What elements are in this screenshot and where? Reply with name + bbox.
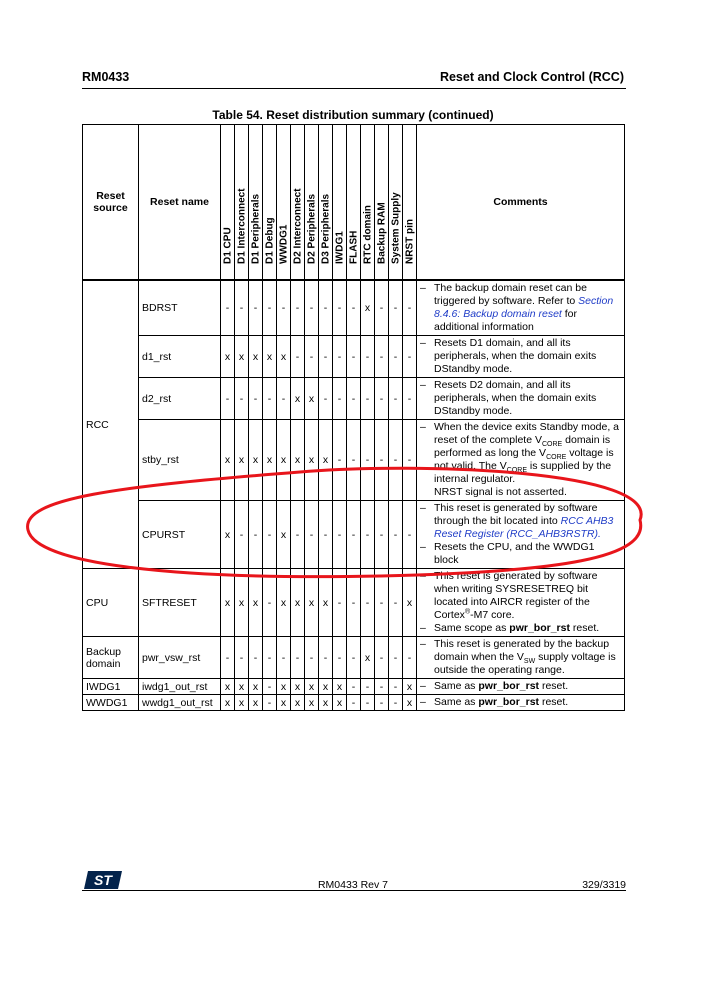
domain-mark: - bbox=[319, 336, 333, 378]
comment-cell: – This reset is generated by software through the bit located into RCC AHB3 Reset Register (RCC_AHB3RSTR). – Resets the CPU, and the WWDG1 block bbox=[417, 501, 625, 569]
doc-revision: RM0433 Rev 7 bbox=[317, 879, 389, 891]
domain-mark: - bbox=[333, 501, 347, 569]
domain-mark: - bbox=[221, 280, 235, 336]
domain-mark: x bbox=[221, 501, 235, 569]
domain-mark: - bbox=[361, 679, 375, 695]
domain-mark: - bbox=[249, 637, 263, 679]
table-row bbox=[83, 378, 625, 420]
domain-mark: - bbox=[347, 280, 361, 336]
domain-mark: x bbox=[277, 569, 291, 637]
domain-mark: - bbox=[249, 280, 263, 336]
domain-mark: x bbox=[235, 695, 249, 711]
table-row bbox=[83, 679, 625, 695]
domain-mark: - bbox=[263, 569, 277, 637]
domain-mark: x bbox=[305, 378, 319, 420]
col-domain: D2 Peripherals bbox=[305, 125, 319, 281]
domain-mark: - bbox=[347, 569, 361, 637]
domain-mark: x bbox=[277, 695, 291, 711]
domain-mark: x bbox=[249, 695, 263, 711]
domain-mark: x bbox=[249, 569, 263, 637]
domain-mark: - bbox=[319, 378, 333, 420]
domain-mark: x bbox=[291, 420, 305, 501]
domain-mark: - bbox=[361, 569, 375, 637]
domain-mark: x bbox=[291, 695, 305, 711]
domain-mark: x bbox=[277, 501, 291, 569]
domain-mark: x bbox=[305, 679, 319, 695]
domain-mark: - bbox=[347, 679, 361, 695]
domain-mark: - bbox=[389, 637, 403, 679]
domain-mark: x bbox=[221, 569, 235, 637]
domain-mark: x bbox=[333, 679, 347, 695]
reset-name: d2_rst bbox=[139, 378, 221, 420]
domain-mark: - bbox=[305, 336, 319, 378]
col-domain: Backup RAM bbox=[375, 125, 389, 281]
comment-cell: – This reset is generated by the backup domain when the $V_{SW}$ supply voltage is outside the operating range. bbox=[417, 637, 625, 679]
domain-mark: - bbox=[375, 679, 389, 695]
domain-mark: x bbox=[305, 420, 319, 501]
register-link[interactable]: RCC AHB3 Reset Register (RCC_AHB3RSTR). bbox=[434, 515, 614, 540]
col-comments: Comments bbox=[417, 125, 625, 281]
domain-mark: - bbox=[347, 695, 361, 711]
domain-mark: - bbox=[319, 280, 333, 336]
col-domain: D1 CPU bbox=[221, 125, 235, 281]
svg-text:ST: ST bbox=[94, 872, 112, 888]
group-iwdg: IWDG1 bbox=[83, 679, 139, 695]
table-row bbox=[83, 336, 625, 378]
domain-mark: - bbox=[291, 336, 305, 378]
table-row bbox=[83, 569, 625, 637]
domain-mark: - bbox=[263, 280, 277, 336]
col-domain: D1 Peripherals bbox=[249, 125, 263, 281]
domain-mark: x bbox=[361, 637, 375, 679]
col-reset-source: Reset source bbox=[83, 125, 139, 281]
domain-mark: - bbox=[333, 280, 347, 336]
domain-mark: x bbox=[291, 378, 305, 420]
comment-cell: – Same as pwr_bor_rst reset. bbox=[417, 695, 625, 711]
col-domain: WWDG1 bbox=[277, 125, 291, 281]
section-title: Reset and Clock Control (RCC) bbox=[439, 70, 624, 84]
domain-mark: x bbox=[221, 420, 235, 501]
domain-mark: x bbox=[249, 420, 263, 501]
comment-cell: – Resets D2 domain, and all its peripherals, when the domain exits DStandby mode. bbox=[417, 378, 625, 420]
domain-mark: x bbox=[235, 679, 249, 695]
domain-mark: - bbox=[347, 378, 361, 420]
col-domain: D2 Interconnect bbox=[291, 125, 305, 281]
comment-cell: – Same as pwr_bor_rst reset. bbox=[417, 679, 625, 695]
domain-mark: - bbox=[277, 637, 291, 679]
domain-mark: - bbox=[221, 378, 235, 420]
col-domain: D1 Interconnect bbox=[235, 125, 249, 281]
domain-mark: - bbox=[347, 336, 361, 378]
domain-mark: - bbox=[263, 501, 277, 569]
domain-mark: - bbox=[389, 420, 403, 501]
domain-mark: - bbox=[333, 336, 347, 378]
reset-name: iwdg1_out_rst bbox=[139, 679, 221, 695]
domain-mark: - bbox=[235, 501, 249, 569]
col-domain: IWDG1 bbox=[333, 125, 347, 281]
domain-mark: x bbox=[263, 420, 277, 501]
header-row bbox=[83, 125, 625, 281]
reset-name: wwdg1_out_rst bbox=[139, 695, 221, 711]
domain-mark: - bbox=[319, 637, 333, 679]
domain-mark: - bbox=[403, 637, 417, 679]
domain-mark: - bbox=[403, 336, 417, 378]
domain-mark: x bbox=[235, 420, 249, 501]
domain-mark: - bbox=[235, 637, 249, 679]
header-rule bbox=[82, 88, 626, 89]
footer-rule bbox=[82, 890, 626, 891]
table-row bbox=[83, 280, 625, 336]
domain-mark: x bbox=[305, 695, 319, 711]
domain-mark: - bbox=[389, 569, 403, 637]
domain-mark: - bbox=[389, 679, 403, 695]
domain-mark: x bbox=[263, 336, 277, 378]
domain-mark: x bbox=[403, 679, 417, 695]
domain-mark: - bbox=[291, 280, 305, 336]
domain-mark: x bbox=[319, 695, 333, 711]
reset-distribution-table bbox=[82, 124, 625, 711]
domain-mark: - bbox=[305, 637, 319, 679]
doc-id: RM0433 bbox=[82, 70, 130, 84]
domain-mark: - bbox=[249, 378, 263, 420]
reset-name: d1_rst bbox=[139, 336, 221, 378]
domain-mark: - bbox=[389, 336, 403, 378]
domain-mark: - bbox=[333, 378, 347, 420]
table-row bbox=[83, 420, 625, 501]
col-domain: D1 Debug bbox=[263, 125, 277, 281]
domain-mark: - bbox=[389, 695, 403, 711]
table-title: Table 54. Reset distribution summary (continued) bbox=[212, 108, 494, 122]
domain-mark: - bbox=[361, 378, 375, 420]
domain-mark: - bbox=[389, 280, 403, 336]
domain-mark: - bbox=[277, 378, 291, 420]
page-number: 329/3319 bbox=[582, 879, 626, 891]
col-domain: FLASH bbox=[347, 125, 361, 281]
domain-mark: - bbox=[347, 501, 361, 569]
domain-mark: - bbox=[333, 637, 347, 679]
domain-mark: - bbox=[347, 420, 361, 501]
domain-mark: x bbox=[403, 569, 417, 637]
domain-mark: x bbox=[277, 336, 291, 378]
domain-mark: - bbox=[375, 378, 389, 420]
comment-cell: – When the device exits Standby mode, a reset of the complete $V_{CORE}$ domain is performed as long the $V_{CORE}$ voltage is not valid. The $V_{CORE}$ is supplied by the internal regulator. NRST signal is not asserted. bbox=[417, 420, 625, 501]
domain-mark: x bbox=[235, 336, 249, 378]
group-wwdg: WWDG1 bbox=[83, 695, 139, 711]
group-rcc: RCC bbox=[83, 280, 139, 569]
domain-mark: - bbox=[375, 695, 389, 711]
section-link[interactable]: Section 8.4.6: Backup domain reset bbox=[434, 295, 614, 320]
domain-mark: - bbox=[375, 336, 389, 378]
domain-mark: x bbox=[319, 569, 333, 637]
domain-mark: - bbox=[403, 420, 417, 501]
domain-mark: - bbox=[305, 501, 319, 569]
domain-mark: x bbox=[291, 679, 305, 695]
domain-mark: x bbox=[319, 679, 333, 695]
domain-mark: - bbox=[375, 637, 389, 679]
domain-mark: - bbox=[389, 501, 403, 569]
domain-mark: x bbox=[221, 336, 235, 378]
domain-mark: - bbox=[403, 501, 417, 569]
domain-mark: - bbox=[361, 420, 375, 501]
domain-mark: - bbox=[375, 501, 389, 569]
domain-mark: x bbox=[235, 569, 249, 637]
domain-mark: - bbox=[375, 569, 389, 637]
domain-mark: - bbox=[221, 637, 235, 679]
domain-mark: - bbox=[403, 378, 417, 420]
domain-mark: - bbox=[291, 637, 305, 679]
reset-name: pwr_vsw_rst bbox=[139, 637, 221, 679]
domain-mark: - bbox=[361, 501, 375, 569]
reset-name: CPURST bbox=[139, 501, 221, 569]
comment-cell: – The backup domain reset can be triggered by software. Refer to Section 8.4.6: Backup domain reset for additional information bbox=[417, 280, 625, 336]
domain-mark: - bbox=[389, 378, 403, 420]
col-domain: RTC domain bbox=[361, 125, 375, 281]
group-cpu: CPU bbox=[83, 569, 139, 637]
domain-mark: - bbox=[263, 695, 277, 711]
table-row bbox=[83, 637, 625, 679]
domain-mark: - bbox=[319, 501, 333, 569]
domain-mark: - bbox=[375, 280, 389, 336]
col-reset-name: Reset name bbox=[139, 125, 221, 281]
col-domain: NRST pin bbox=[403, 125, 417, 281]
domain-mark: x bbox=[333, 695, 347, 711]
reset-name: BDRST bbox=[139, 280, 221, 336]
domain-mark: x bbox=[221, 695, 235, 711]
domain-mark: x bbox=[305, 569, 319, 637]
domain-mark: - bbox=[263, 637, 277, 679]
group-backup: Backup domain bbox=[83, 637, 139, 679]
table-row bbox=[83, 695, 625, 711]
domain-mark: x bbox=[249, 679, 263, 695]
domain-mark: - bbox=[333, 569, 347, 637]
domain-mark: - bbox=[263, 679, 277, 695]
domain-mark: - bbox=[291, 501, 305, 569]
domain-mark: x bbox=[277, 420, 291, 501]
domain-mark: - bbox=[235, 280, 249, 336]
domain-mark: - bbox=[375, 420, 389, 501]
col-domain: System Supply bbox=[389, 125, 403, 281]
col-domain: D3 Peripherals bbox=[319, 125, 333, 281]
domain-mark: x bbox=[361, 280, 375, 336]
comment-cell: – Resets D1 domain, and all its peripherals, when the domain exits DStandby mode. bbox=[417, 336, 625, 378]
reset-name: SFTRESET bbox=[139, 569, 221, 637]
domain-mark: - bbox=[361, 695, 375, 711]
domain-mark: x bbox=[291, 569, 305, 637]
domain-mark: x bbox=[403, 695, 417, 711]
domain-mark: - bbox=[361, 336, 375, 378]
domain-mark: - bbox=[305, 280, 319, 336]
domain-mark: - bbox=[403, 280, 417, 336]
table-row bbox=[83, 501, 625, 569]
comment-cell: – This reset is generated by software when writing SYSRESETREQ bit located into AIRCR register of the Cortex®-M7 core. – Same scope as pwr_bor_rst reset. bbox=[417, 569, 625, 637]
reset-name: stby_rst bbox=[139, 420, 221, 501]
domain-mark: x bbox=[277, 679, 291, 695]
domain-mark: - bbox=[263, 378, 277, 420]
domain-mark: - bbox=[347, 637, 361, 679]
domain-mark: - bbox=[333, 420, 347, 501]
domain-mark: - bbox=[277, 280, 291, 336]
domain-mark: x bbox=[221, 679, 235, 695]
domain-mark: - bbox=[235, 378, 249, 420]
domain-mark: x bbox=[249, 336, 263, 378]
domain-mark: x bbox=[319, 420, 333, 501]
domain-mark: - bbox=[249, 501, 263, 569]
